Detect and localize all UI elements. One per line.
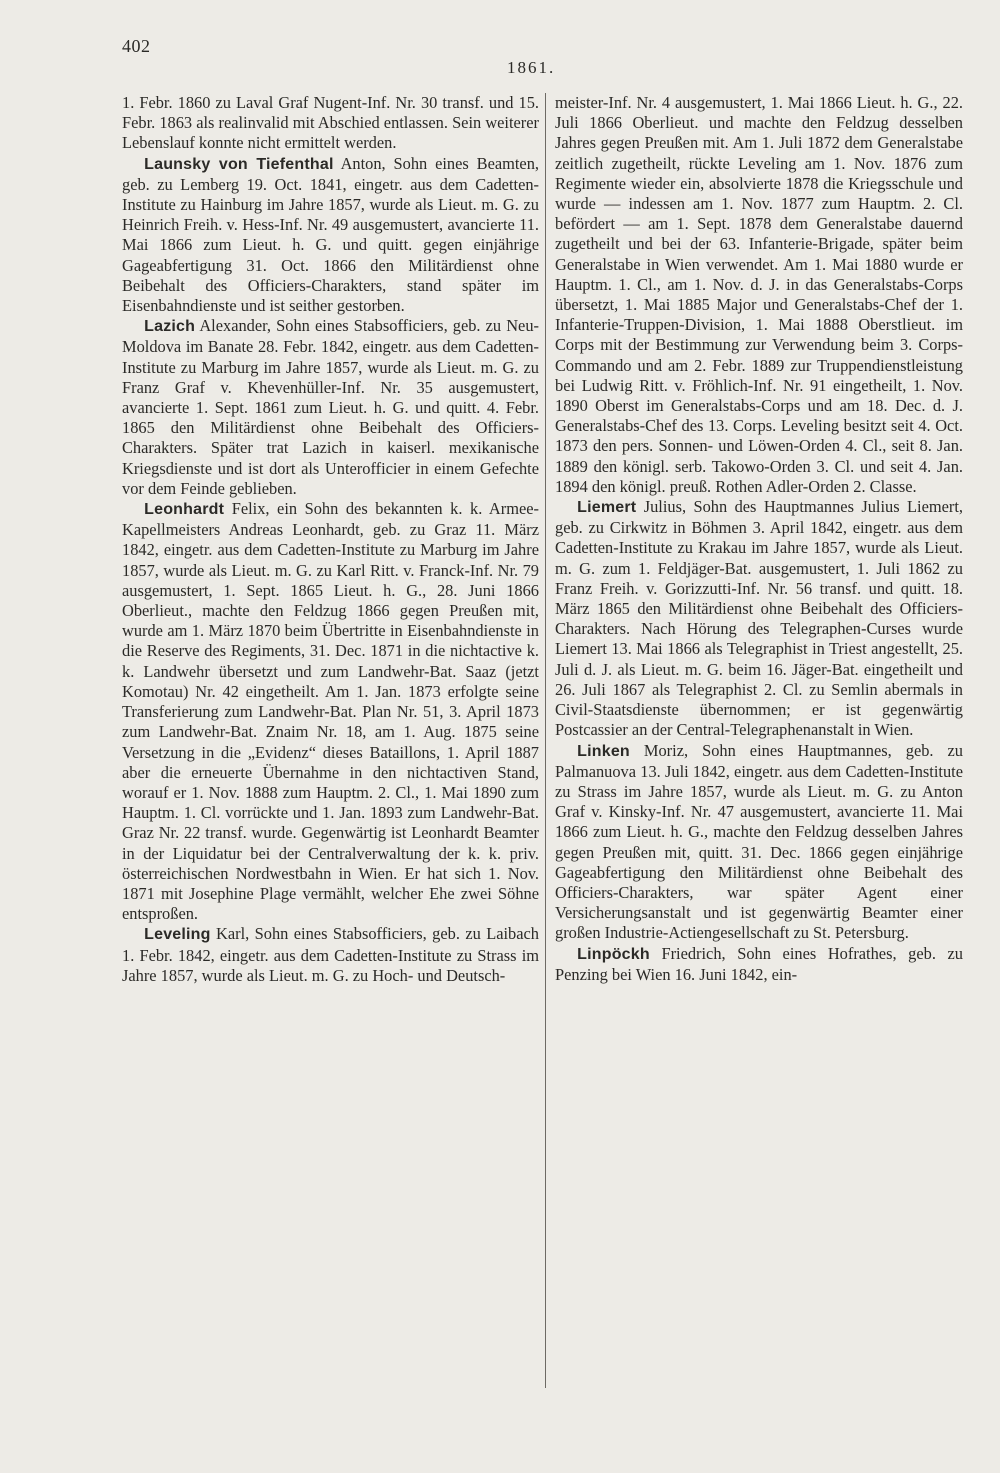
entry-leveling-continuation [555, 93, 963, 497]
column-divider [545, 93, 546, 1388]
entry-text: Moriz, Sohn eines Hauptmannes, geb. zu Palmanuova 13. Juli 1842, eingetr. aus dem Cadetten-Institute zu Strass im Jahre 1857, wurde als Lieut. m. G. zu Anton Graf v. Kinsky-Inf. Nr. 47 ausgemustert, avancierte 11. Mai 1866 zum Lieut. h. G., machte den Feldzug desselben Jahres gegen Preußen mit, quitt. 31. Dec. 1866 gegen einjährige Gageabfertigung den Militärdienst ohne Beibehalt des Officiers-Charakters, war später Agent einer Versicherungsanstalt und ist gegenwärtig Beamter einer großen Industrie-Actiengesellschaft zu St. Petersburg. [555, 740, 963, 943]
entry-text: Alexander, Sohn eines Stabsofficiers, geb. zu Neu-Moldova im Banate 28. Febr. 1842, eingetr. aus dem Cadetten-Institute zu Marburg im Jahre 1857, wurde als Lieut. m. G. zu Franz Graf v. Khevenhüller-Inf. Nr. 35 ausgemustert, avancierte 1. Sept. 1861 zum Lieut. h. G. und quitt. 4. Febr. 1865 den Militärdienst ohne Beibehalt des Officiers-Charakters. Später trat Lazich in kaiserl. mexikanische Kriegsdienste und ist dort als Unterofficier in einem Gefechte vor dem Feinde geblieben. [122, 316, 539, 498]
entry-liemert [555, 497, 963, 740]
entry-surname: Launsky von Tiefenthal [144, 155, 334, 173]
entry-launsky [122, 154, 539, 317]
entry-surname: Linken [577, 742, 630, 760]
entry-text: Friedrich, Sohn eines Hofrathes, geb. zu Penzing bei Wien 16. Juni 1842, ein- [555, 943, 963, 984]
entry-text: Julius, Sohn des Hauptmannes Julius Liemert, geb. zu Cirkwitz in Böhmen 3. April 1842, eingetr. aus dem Cadetten-Institute zu Krakau im Jahre 1857, wurde als Lieut. m. G. zum 1. Feldjäger-Bat. ausgemustert, 1. Juli 1862 zu Franz Freih. v. Gorizzutti-Inf. Nr. 56 transf. und quitt. 18. März 1865 den Militärdienst ohne Beibehalt des Officiers-Charakters. Nach Hörung des Telegraphen-Curses wurde Liemert 13. Mai 1866 als Telegraphist in Triest angestellt, 25. Juli d. J. als Lieut. m. G. beim 16. Jäger-Bat. eingetheilt und 26. Juli 1867 als Telegraphist 2. Cl. zu Semlin abermals in Civil-Staatsdienste übernommen; er ist gegenwärtig Postcassier an der Central-Telegraphenanstalt in Wien. [555, 497, 963, 740]
running-head-year: 1861. [507, 58, 556, 77]
left-column [122, 93, 539, 986]
entry-surname: Linpöckh [577, 945, 650, 963]
entry-lazich [122, 316, 539, 499]
entry-leveling [122, 924, 539, 986]
entry-text: Anton, Sohn eines Beamten, geb. zu Lemberg 19. Oct. 1841, eingetr. aus dem Cadetten-Institute zu Hainburg im Jahre 1857, wurde als Lieut. m. G. zu Heinrich Freih. v. Hess-Inf. Nr. 49 ausgemustert, avancierte 11. Mai 1866 zum Lieut. h. G. und quitt. gegen einjährige Gageabfertigung 31. Oct. 1866 den Militärdienst ohne Beibehalt des Officiers-Charakters, stand später im Eisenbahndienste und ist seither gestorben. [122, 153, 539, 316]
entry-surname: Leveling [144, 926, 211, 944]
entry-text: Felix, ein Sohn des bekannten k. k. Armee-Kapellmeisters Andreas Leonhardt, geb. zu Graz 11. März 1842, eingetr. aus dem Cadetten-Institute zu Marburg im Jahre 1857, wurde als Lieut. m. G. zu Karl Ritt. v. Franck-Inf. Nr. 79 ausgemustert, 1. Sept. 1865 Lieut. h. G., 28. Juni 1866 Oberlieut., machte den Feldzug 1866 gegen Preußen mit, wurde am 1. März 1870 beim Übertritte in Eisenbahndienste in die Reserve des Regiments, 31. Dec. 1871 in die nichtactive k. k. Landwehr übersetzt und zum Landwehr-Bat. Saaz (jetzt Komotau) Nr. 42 eingetheilt. Am 1. Jan. 1873 erfolgte seine Transferierung zum Landwehr-Bat. Plan Nr. 51, 3. April 1873 zum Landwehr-Bat. Znaim Nr. 18, am 1. Aug. 1875 seine Versetzung in die „Evidenz“ dieses Bataillons, 1. April 1887 aber die erneuerte Übernahme in den nichtactiven Stand, worauf er 1. Nov. 1888 zum Hauptm. 2. Cl., 1. Mai 1890 zum Hauptm. 1. Cl. vorrückte und 1. Jan. 1893 zum Landwehr-Bat. Graz Nr. 22 transf. wurde. Gegenwärtig ist Leonhardt Beamter in der Liquidatur bei der Centralverwaltung der k. k. priv. österreichischen Nordwestbahn in Wien. Er hat sich 1. Nov. 1871 mit Josephine Plage vermählt, welcher Ehe zwei Söhne entsproßen. [122, 499, 539, 924]
entry-text: Karl, Sohn eines Stabsofficiers, geb. zu Laibach 1. Febr. 1842, eingetr. aus dem Cadetten-Institute zu Strass im Jahre 1857, wurde als Lieut. m. G. zu Hoch- und Deutsch- [122, 924, 539, 985]
entry-surname: Liemert [577, 499, 637, 517]
entry-leonhardt [122, 499, 539, 924]
entry-surname: Leonhardt [144, 501, 225, 519]
right-column [555, 93, 963, 985]
page-number: 402 [122, 36, 151, 56]
entry-surname: Lazich [144, 318, 196, 336]
entry-linken [555, 741, 963, 944]
entry-continuation [122, 93, 539, 154]
entry-text: 1. Febr. 1860 zu Laval Graf Nugent-Inf. Nr. 30 transf. und 15. Febr. 1863 als realinvalid mit Abschied entlassen. Sein weiterer Lebenslauf konnte nicht ermittelt werden. [122, 93, 539, 153]
entry-linpoeckh [555, 944, 963, 985]
entry-text: meister-Inf. Nr. 4 ausgemustert, 1. Mai 1866 Lieut. h. G., 22. Juli 1866 Oberlieut. und machte den Feldzug desselben Jahres gegen Preußen mit. Am 1. Juli 1872 dem Generalstabe zeitlich zugetheilt, rückte Leveling am 1. Nov. 1876 zum Regimente wieder ein, absolvierte 1878 die Kriegsschule und wurde — indessen am 1. Nov. 1877 zum Hauptm. 2. Cl. befördert — am 1. Sept. 1878 dem Generalstabe dauernd zugetheilt und bei der 63. Infanterie-Brigade, später beim Generalstabe in Wien verwendet. Am 1. Mai 1880 wurde er Hauptm. 1. Cl., am 1. Nov. d. J. in das Generalstabs-Corps übersetzt, 1. Mai 1885 Major und Generalstabs-Chef der 1. Infanterie-Truppen-Division, 1. Mai 1888 Oberstlieut. im Corps mit der Bestimmung zur Verwendung beim 3. Corps-Commando und am 2. Febr. 1889 zur Truppendienstleistung bei Ludwig Ritt. v. Fröhlich-Inf. Nr. 91 eingetheilt, 1. Nov. 1890 Oberst im Generalstabs-Corps und am 18. Dec. d. J. Generalstabs-Chef des 13. Corps. Leveling besitzt seit 4. Oct. 1873 den pers. Sonnen- und Löwen-Orden 4. Cl., seit 8. Jan. 1889 den königl. serb. Takowo-Orden 3. Cl. und seit 4. Jan. 1894 den königl. preuß. Rothen Adler-Orden 2. Classe. [555, 93, 963, 496]
